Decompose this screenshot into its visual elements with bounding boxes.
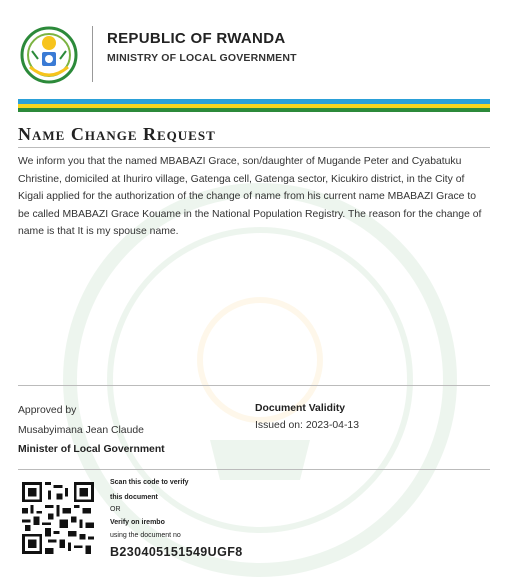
qr-instruction-4: using the document no	[110, 532, 181, 539]
document-body: We inform you that the named MBABAZI Grace, son/daughter of Mugande Peter and Cyabatuku Christine, domiciled at Ihuriro village, Gatenga cell, Gatenga sector, Kicukiro district, in the City of Kigali applied for the authorization of the change of name from his current name MBABAZI Grace to be called MBABAZI Grace Kouame in the National Population Registry. The reason for the change of name is that It is my spouse name.	[18, 156, 482, 238]
approver-title: Minister of Local Government	[18, 444, 165, 455]
validity-label: Document Validity	[255, 403, 346, 414]
section-divider	[18, 385, 490, 386]
document-number: B230405151549UGF8	[110, 545, 243, 559]
footer-divider	[18, 469, 490, 470]
flag-stripe-green	[18, 108, 490, 112]
rwanda-coat-of-arms-icon	[20, 25, 78, 85]
title-divider	[18, 147, 490, 148]
qr-instruction-1: Scan this code to verify	[110, 479, 189, 486]
qr-instruction-2: this document	[110, 494, 158, 501]
ministry-name: MINISTRY OF LOCAL GOVERNMENT	[107, 52, 297, 64]
approver-name: Musabyimana Jean Claude	[18, 425, 144, 436]
qr-instruction-or: OR	[110, 506, 121, 513]
country-name: REPUBLIC OF RWANDA	[107, 30, 286, 47]
approved-by-label: Approved by	[18, 405, 77, 416]
document-title: Name Change Request	[18, 124, 216, 144]
qr-code-icon[interactable]	[22, 482, 94, 554]
qr-instruction-3: Verify on irembo	[110, 519, 165, 526]
letterhead	[0, 0, 511, 100]
header-divider	[92, 26, 93, 82]
issued-date: Issued on: 2023-04-13	[255, 420, 359, 431]
